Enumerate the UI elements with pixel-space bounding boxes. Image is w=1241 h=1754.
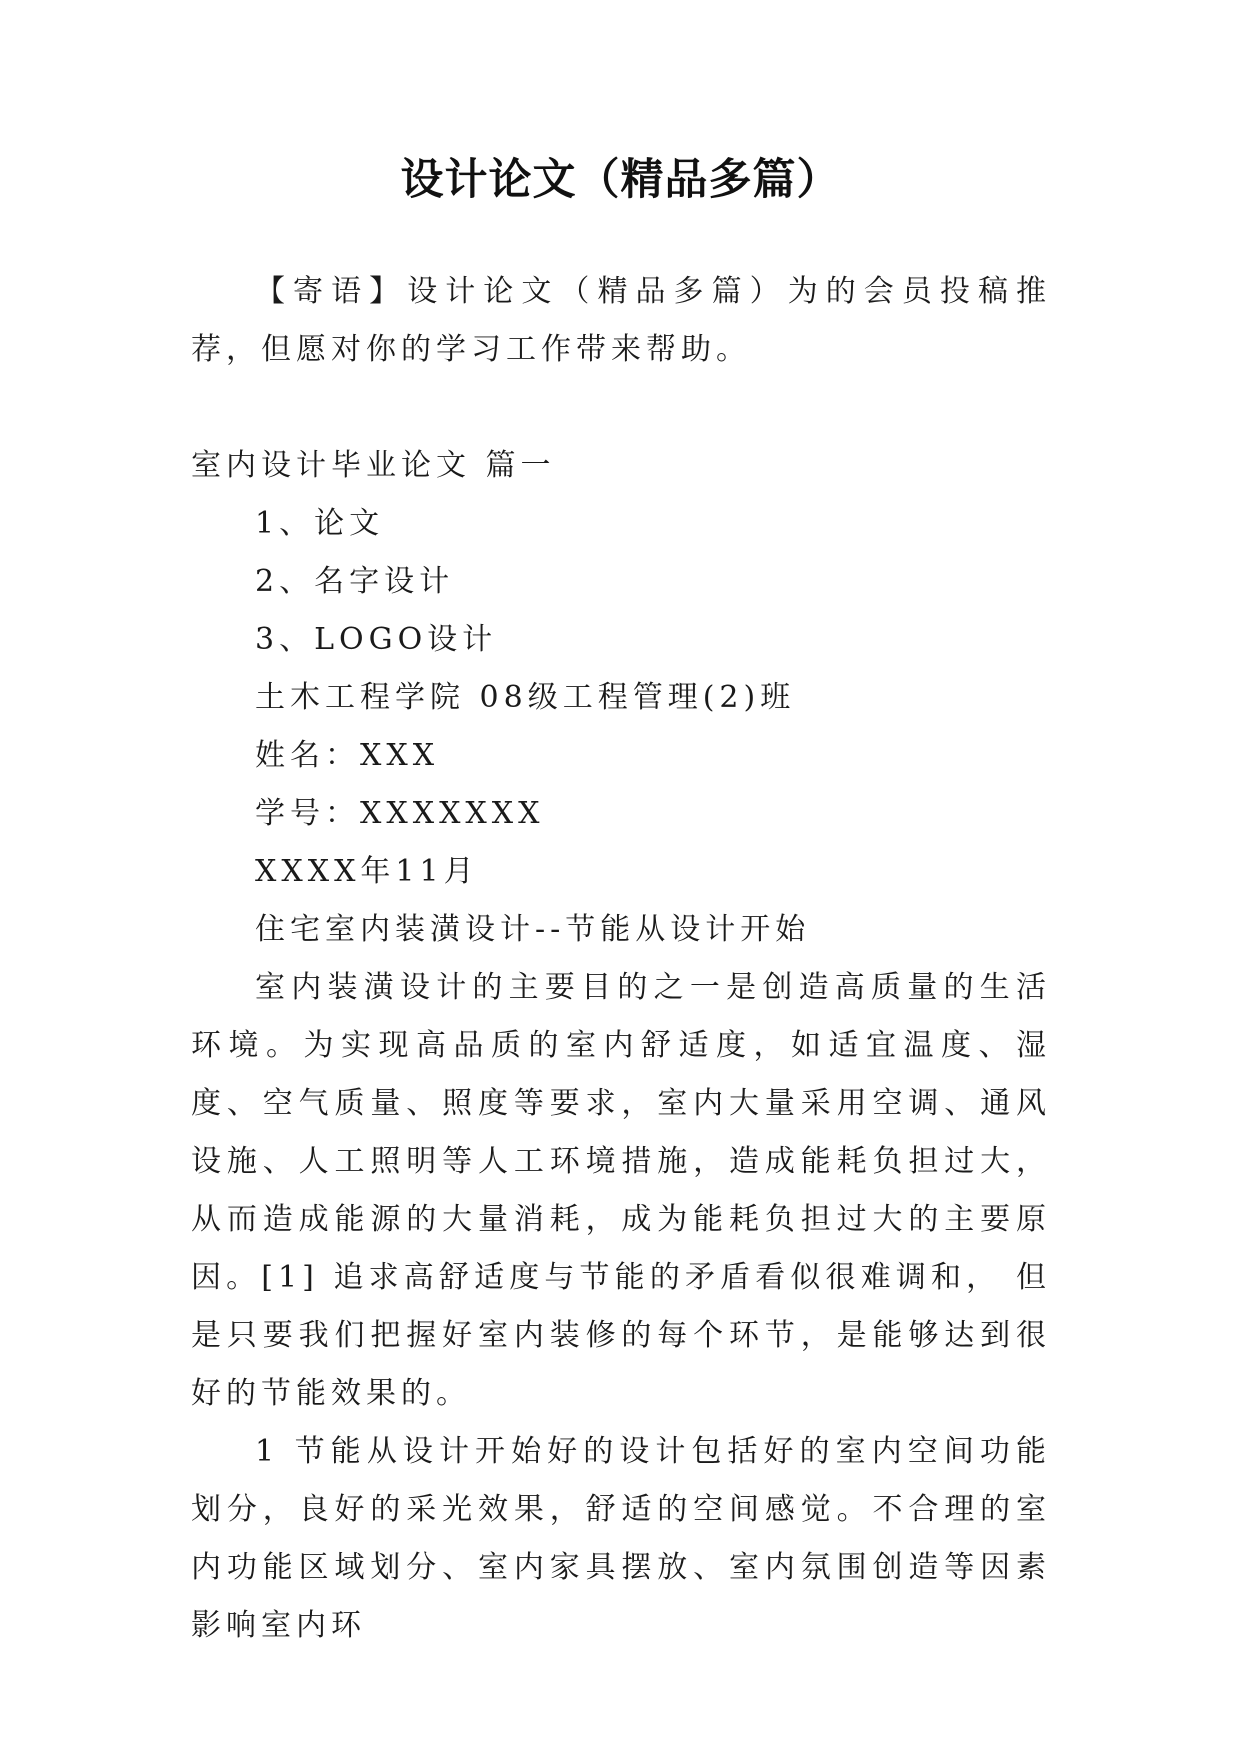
section-heading: 室内设计毕业论文 篇一 bbox=[191, 448, 556, 483]
body-paragraph: 1 节能从设计开始好的设计包括好的室内空间功能划分，良好的采光效果，舒适的空间感觉。不合理的室内功能区域划分、室内家具摆放、室内氛围创造等因素影响室内环 bbox=[191, 1434, 1051, 1643]
list-item: XXXX年11月 bbox=[255, 854, 479, 889]
list-item: 土木工程学院 08级工程管理(2)班 bbox=[255, 680, 796, 715]
foreword-paragraph: 【寄语】设计论文（精品多篇）为的会员投稿推荐，但愿对你的学习工作带来帮助。 bbox=[191, 274, 1051, 367]
list-item: 1、论文 bbox=[255, 506, 385, 541]
list-item: 学号：XXXXXXX bbox=[255, 796, 545, 831]
spacer bbox=[191, 379, 1051, 437]
document-body bbox=[191, 263, 1051, 1655]
list-item: 3、LOGO设计 bbox=[255, 622, 498, 657]
body-paragraph: 室内装潢设计的主要目的之一是创造高质量的生活环境。为实现高品质的室内舒适度，如适宜温度、湿度、空气质量、照度等要求，室内大量采用空调、通风设施、人工照明等人工环境措施，造成能耗负担过大，从而造成能源的大量消耗，成为能耗负担过大的主要原因。[1] 追求高舒适度与节能的矛盾看似很难调和， 但是只要我们把握好室内装修的每个环节，是能够达到很好的节能效果的。 bbox=[191, 970, 1051, 1411]
list-item: 2、名字设计 bbox=[255, 564, 455, 599]
list-item: 住宅室内装潢设计--节能从设计开始 bbox=[255, 912, 811, 947]
document-title: 设计论文（精品多篇） bbox=[400, 155, 841, 205]
list-item: 姓名：XXX bbox=[255, 738, 440, 773]
